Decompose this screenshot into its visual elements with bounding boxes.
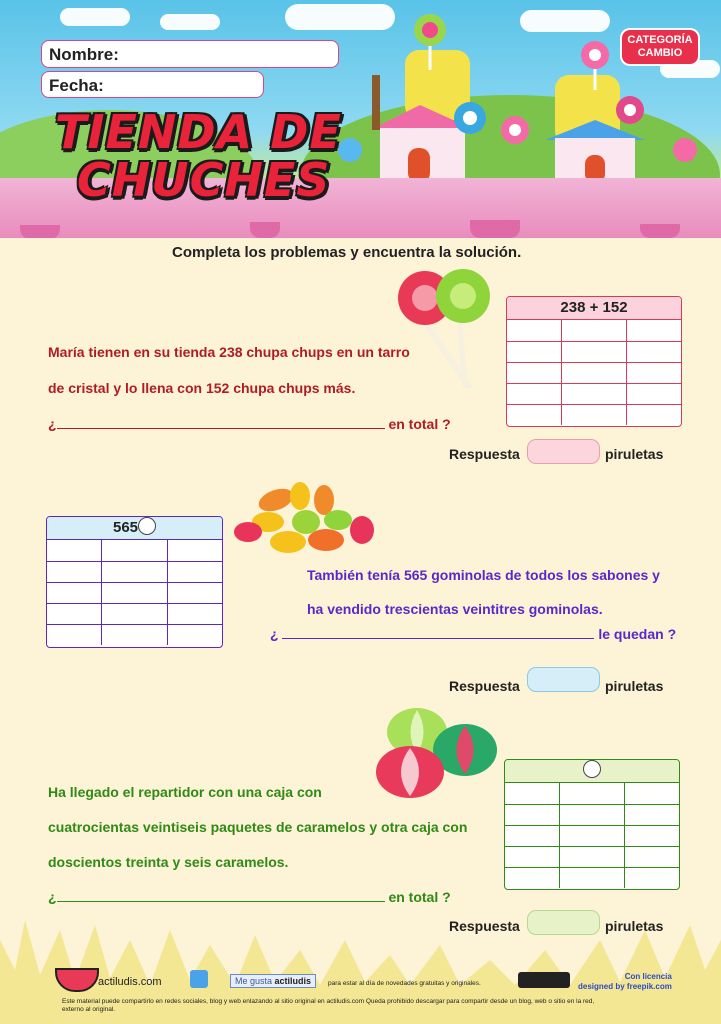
problem-3-line2: cuatrocientas veintiseis paquetes de caramelos y otra caja con [48,819,468,835]
license-credit [578,972,672,992]
grid-2-header [47,517,222,540]
calc-grid-3[interactable] [504,759,680,890]
answer-label-2: Respuesta [449,678,520,694]
badge-line1: CATEGORÍA [627,34,693,46]
title-line1: TIENDA DE [55,105,342,159]
answer-label-3: Respuesta [449,918,520,934]
like-label: Me gusta [235,976,273,986]
category-badge [622,30,698,64]
name-label: Nombre: [49,45,119,64]
follow-text: para estar al día de novedades gratuitas y originales. [328,980,481,987]
question-mark: ¿ [48,416,57,432]
problem-3-line1: Ha llegado el repartidor con una caja con [48,784,322,800]
problem-2-text [307,558,660,626]
question-mark: ¿ [270,626,279,642]
problem-1-question-end: en total ? [388,416,451,432]
license-line2: designed by [578,982,625,991]
answer-box-2[interactable] [527,667,600,692]
abn-logo [190,970,208,988]
page-title [55,105,342,207]
answer-line-2[interactable] [282,626,594,639]
operator-circle[interactable] [583,760,601,778]
problem-3-question-end: en total ? [388,889,451,905]
name-field[interactable] [41,40,339,68]
footer [0,900,721,1024]
problem-2-line1: También tenía 565 gominolas de todos los sabones y [307,567,660,583]
disclaimer [62,998,692,1014]
license-line1: Con licencia [624,972,672,981]
problem-1-line1: María tienen en su tienda 238 chupa chups en un tarro [48,344,410,360]
title-line2: CHUCHES [77,153,331,207]
unit-label-2: piruletas [605,678,664,694]
like-button[interactable] [230,974,316,988]
answer-box-1[interactable] [527,439,600,464]
cloud [60,8,130,26]
cloud [160,14,220,30]
disclaimer-line2: externo al original. [62,1006,116,1013]
disclaimer-line1: Este material puede compartirlo en redes sociales, blog y web enlazando al sitio original en actiludis.com Queda prohibido descargar para compartir desde un blog, web o sitio en la red, [62,998,595,1005]
unit-label-1: piruletas [605,446,664,462]
problem-2-line2: ha vendido trescientas veintitres gominolas. [307,601,603,617]
problem-2-question-end: le quedan ? [598,626,677,642]
problem-1-line2: de cristal y lo llena con 152 chupa chups más. [48,380,356,396]
instruction-text: Completa los problemas y encuentra la solución. [172,244,522,261]
problem-3-line3: doscientos treinta y seis caramelos. [48,854,289,870]
problem-3-text [48,775,467,915]
calc-grid-2[interactable] [46,516,223,648]
calc-grid-1[interactable] [506,296,682,427]
jelly-beans-illustration [228,480,378,560]
like-site: actiludis [274,976,312,986]
grid-1-header: 238 + 152 [507,297,681,320]
license-brand[interactable]: freepik.com [626,982,672,991]
site-link[interactable]: actiludis.com [98,976,162,988]
badge-line2: CAMBIO [637,47,683,59]
grid-2-number: 565 [112,519,139,536]
answer-label-1: Respuesta [449,446,520,462]
problem-1-text [48,334,451,442]
drip [640,224,680,238]
header-banner [0,0,721,238]
drip [20,225,60,238]
grid-3-header [505,760,679,783]
drip [250,222,280,238]
date-label: Fecha: [49,76,104,95]
question-mark: ¿ [48,889,57,905]
problem-2-question [270,626,676,642]
operator-circle[interactable] [138,517,156,535]
date-field[interactable] [41,71,264,98]
drip [470,220,520,238]
unit-label-3: piruletas [605,918,664,934]
answer-line-1[interactable] [57,416,385,429]
cc-license-icon [518,972,570,988]
